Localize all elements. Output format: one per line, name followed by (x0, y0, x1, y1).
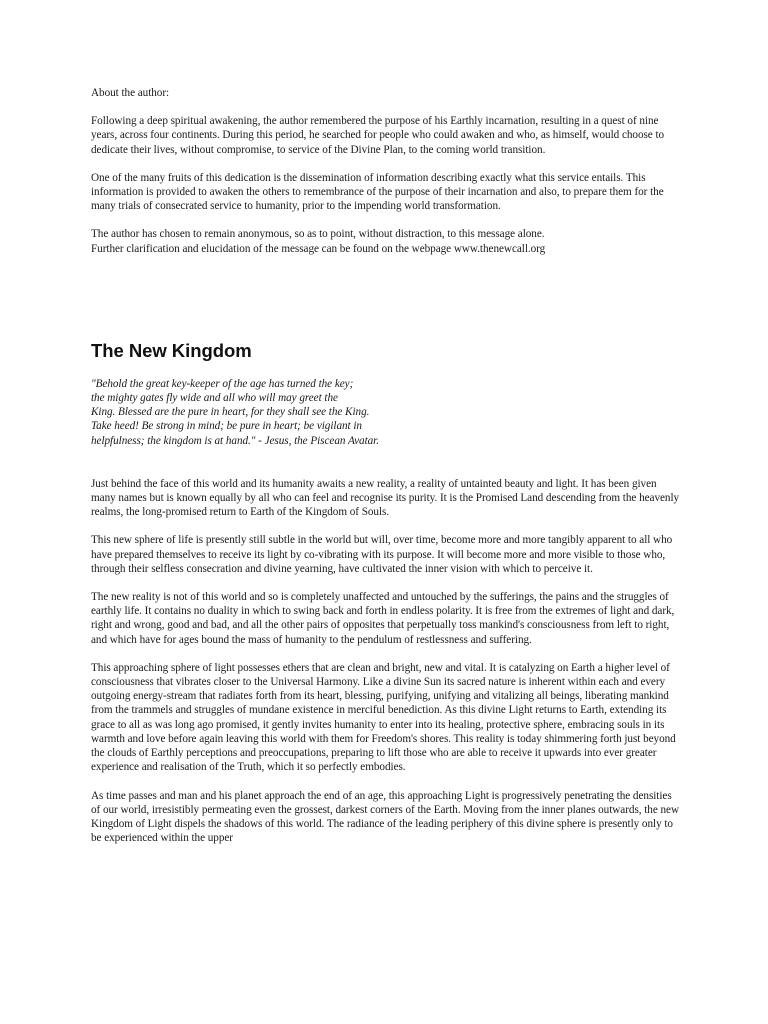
document-page (91, 86, 681, 859)
body-paragraph-4: This approaching sphere of light possesses ethers that are clean and bright, new and vital. It is catalyzing on Earth a higher level of consciousness that vibrates closer to the Universal Harmony. Like a divine Sun its sacred nature is inherent within each and every outgoing energy-stream that radiates forth from its heart, blessing, purifying, unifying and vitalizing all beings, liberating mankind from the trammels and struggles of mundane existence in merciful benediction. As this divine Light returns to Earth, extending its grace to all as was long ago promised, it gently invites humanity to enter into its healing, protective sphere, embracing souls in its warmth and love before again leaving this world with them for Freedom's shores. This reality is today shimmering forth just beyond the clouds of Earthly perceptions and preoccupations, preparing to lift those who are able to receive it upwards into ever greater experience and realisation of the Truth, which it so perfectly embodies. (91, 661, 676, 774)
about-webpage-line: Further clarification and elucidation of the message can be found on the webpage www.thenewcall.org (91, 242, 546, 255)
section-title: The New Kingdom (91, 339, 252, 361)
section-spacer (91, 256, 681, 340)
about-paragraph-1: Following a deep spiritual awakening, the author remembered the purpose of his Earthly incarnation, resulting in a quest of nine years, across four continents. During this period, he searched for people who could awaken and who, as himself, would choose to dedicate their lives, without compromise, to service of the Divine Plan, to the coming world transition. (91, 115, 665, 156)
body-paragraph-5: As time passes and man and his planet approach the end of an age, this approaching Light is progressively penetrating the densities of our world, irresistibly permeating even the grossest, darkest corners of the Earth. Moving from the inner planes outwards, the new Kingdom of Light dispels the shadows of this world. The radiance of the leading periphery of this divine sphere is presently only to be experienced within the upper (91, 789, 679, 845)
quote-line-1: "Behold the great key-keeper of the age has turned the key; (91, 377, 354, 390)
body-paragraph-3: The new reality is not of this world and so is completely unaffected and untouched by the sufferings, the pains and the struggles of earthly life. It contains no duality in which to swing back and forth in endless polarity. It is free from the extremes of light and dark, right and wrong, good and bad, and all the other pairs of opposites that perpetually toss mankind's consciousness from left to right, and which have for ages bound the mass of humanity to the pendulum of restlessness and suffering. (91, 591, 675, 646)
quote-line-3: King. Blessed are the pure in heart, for they shall see the King. (91, 406, 370, 419)
body-paragraph-1: Just behind the face of this world and its humanity awaits a new reality, a reality of untainted beauty and light. It has been given many names but is known equally by all who can feel and recognise its purity. It is the Promised Land descending from the heavenly realms, the long-promised return to Earth of the Kingdom of Souls. (91, 477, 680, 519)
epigraph-quote (91, 377, 681, 448)
quote-line-2: the mighty gates fly wide and all who will may greet the (91, 392, 338, 405)
about-anonymous-line: The author has chosen to remain anonymous, so as to point, without distraction, to this message alone. (91, 228, 545, 241)
quote-line-5: helpfulness; the kingdom is at hand." - Jesus, the Piscean Avatar. (91, 434, 379, 447)
body-paragraph-2: This new sphere of life is presently still subtle in the world but will, over time, become more and more tangibly apparent to all who have prepared themselves to receive its light by co-vibrating with its purpose. It will become more and more visible to those who, through their selfless consecration and divine yearning, have cultivated the inner vision with which to perceive it. (91, 534, 673, 575)
about-author-label: About the author: (91, 87, 170, 99)
about-closing (91, 227, 681, 255)
quote-line-4: Take heed! Be strong in mind; be pure in heart; be vigilant in (91, 420, 362, 433)
about-paragraph-2: One of the many fruits of this dedication is the dissemination of information describing exactly what this service entails. This information is provided to awaken the others to remembrance of the purpose of their incarnation and also, to prepare them for the many trials of consecrated service to humanity, prior to the impending world transformation. (91, 171, 664, 213)
